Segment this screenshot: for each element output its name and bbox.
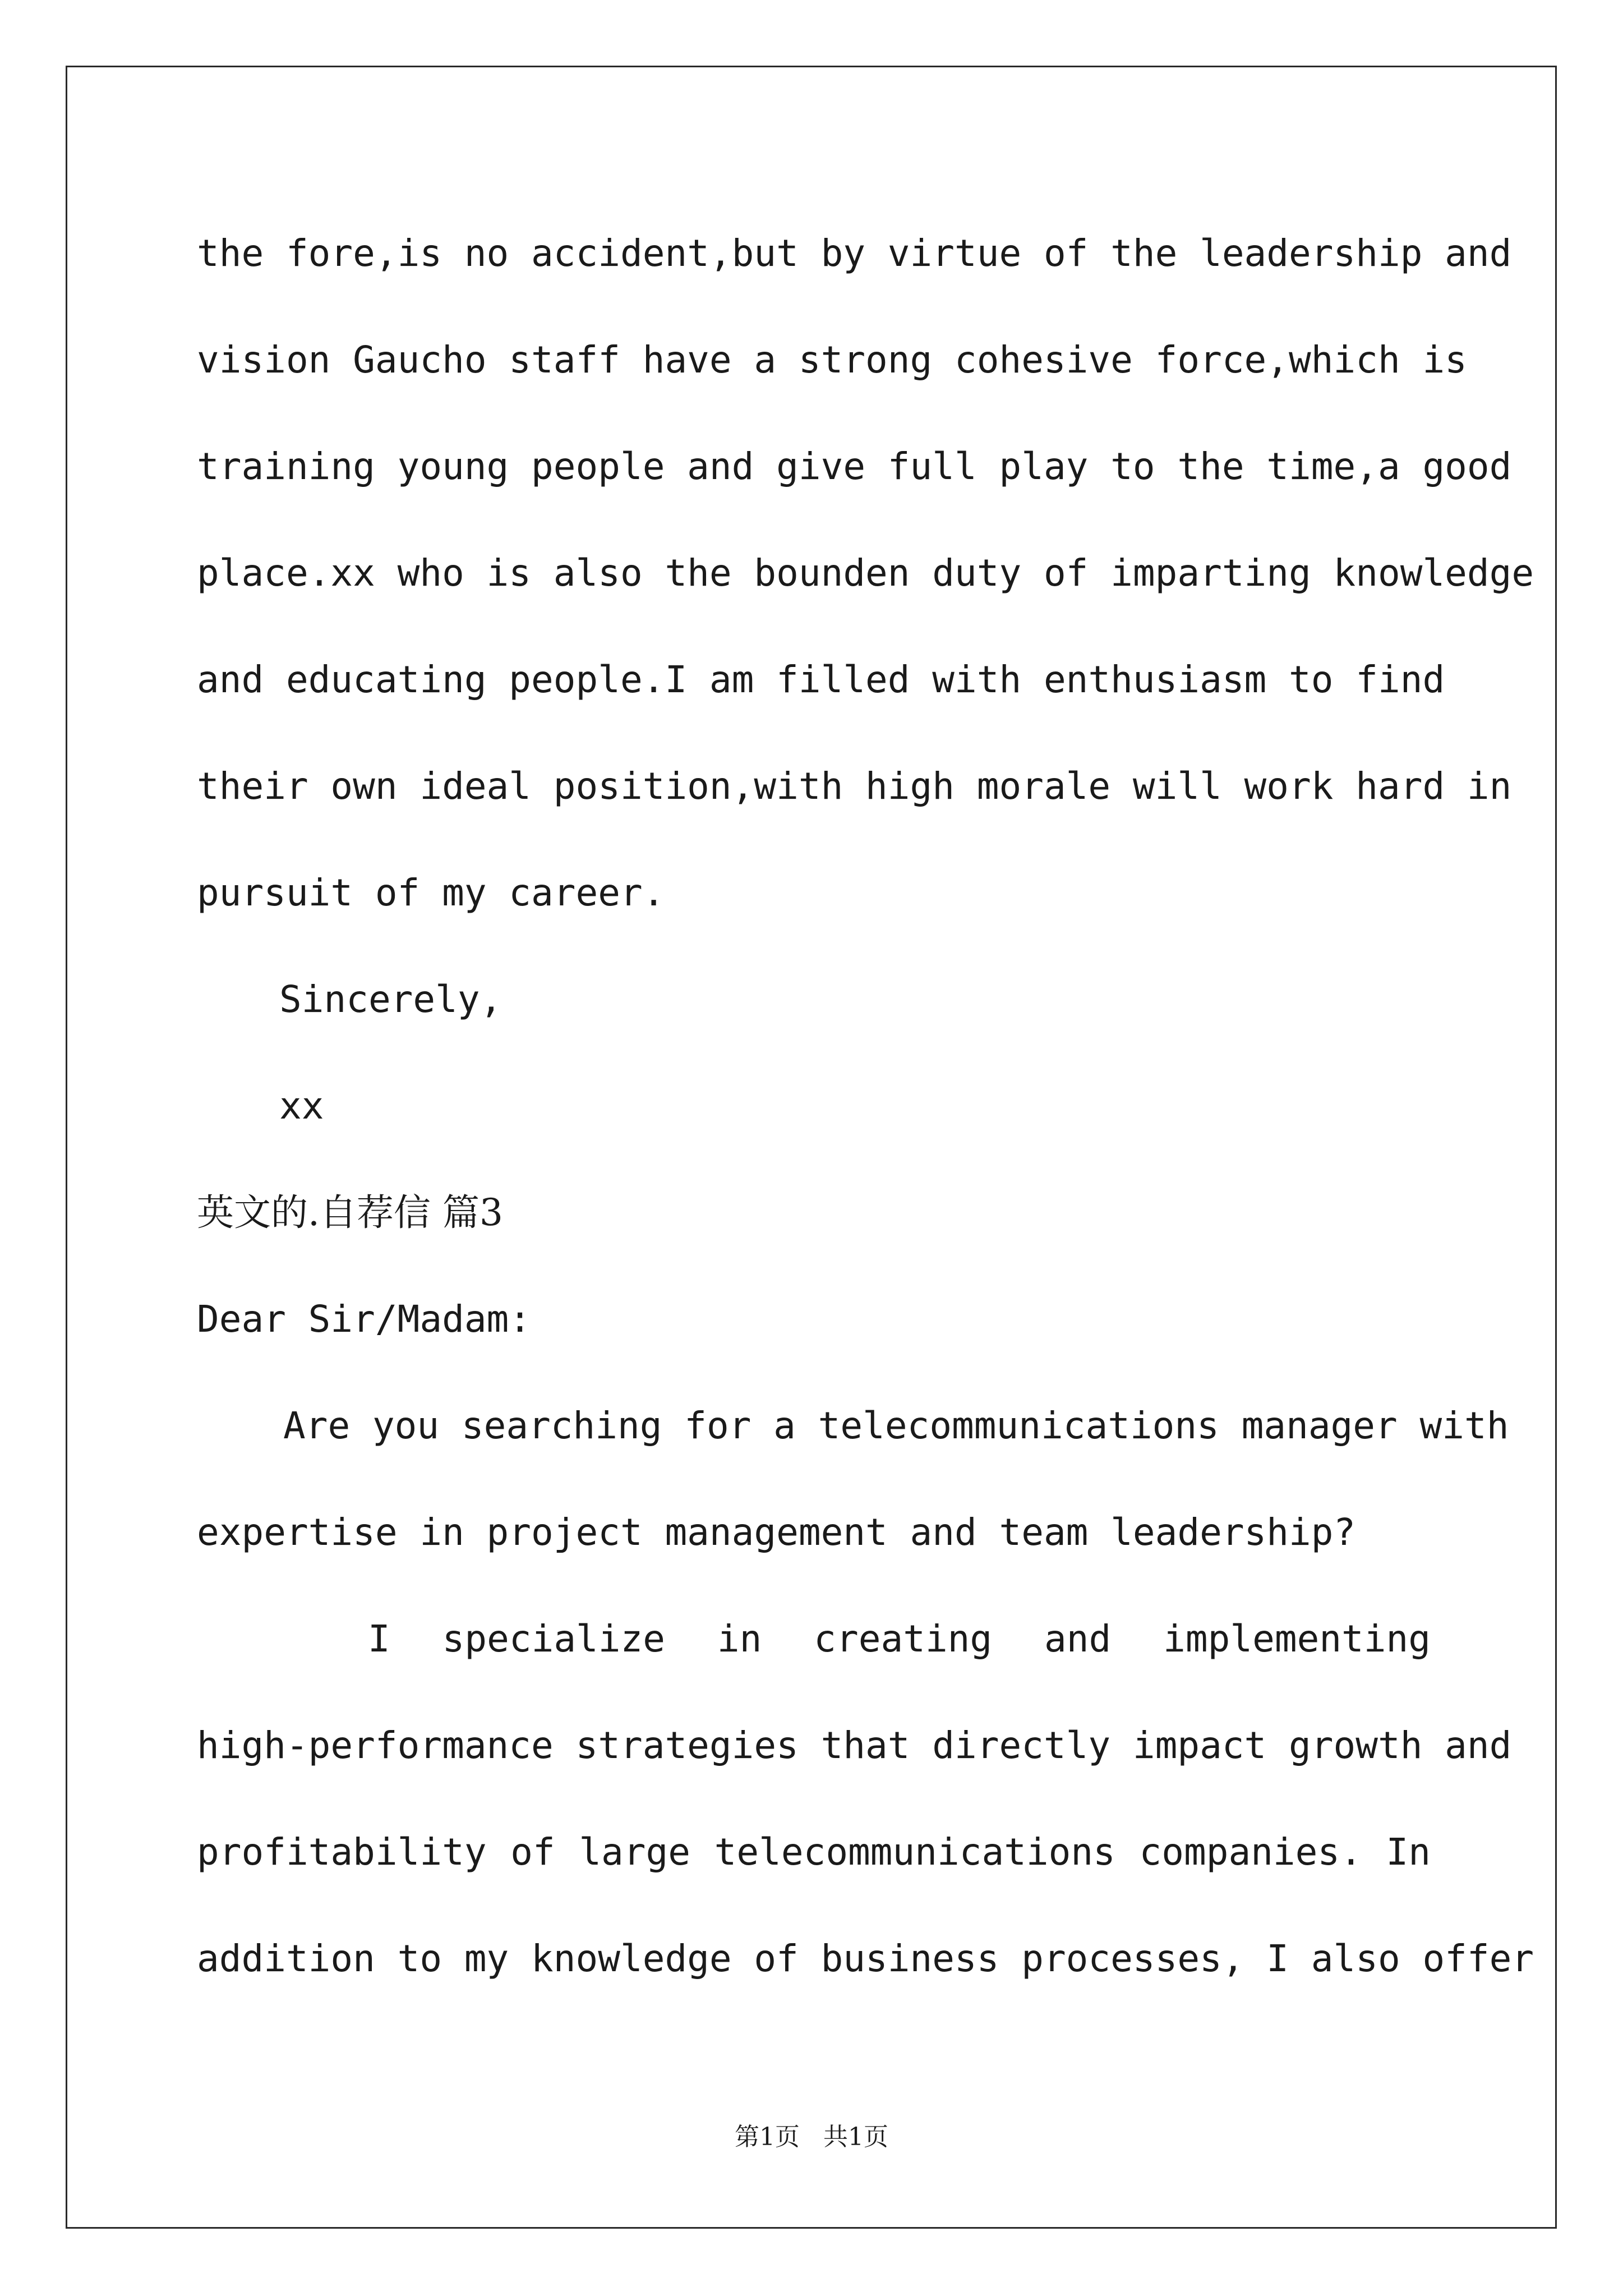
- closing: Sincerely,: [279, 978, 502, 1021]
- body2-line-6: addition to my knowledge of business processes, I also offer: [197, 1937, 1534, 1980]
- page-border: [66, 66, 1557, 2229]
- body2-line-1: Are you searching for a telecommunications manager with: [283, 1404, 1509, 1447]
- body-line-4: place.xx who is also the bounden duty of imparting knowledge: [197, 551, 1534, 595]
- salutation: Dear Sir/Madam:: [197, 1297, 532, 1341]
- body-line-1: the fore,is no accident,but by virtue of the leadership and: [197, 232, 1512, 275]
- page-footer: 第1页 共1页: [735, 2123, 888, 2151]
- body-line-7: pursuit of my career.: [197, 871, 665, 914]
- body2-line-4: high-performance strategies that directly impact growth and: [197, 1724, 1512, 1767]
- body2-line-2: expertise in project management and team leadership?: [197, 1511, 1356, 1554]
- signature: xx: [279, 1084, 324, 1128]
- body-line-5: and educating people.I am filled with enthusiasm to find: [197, 658, 1445, 701]
- body2-line-3: I specialize in creating and implementing: [368, 1617, 1431, 1660]
- body-line-3: training young people and give full play to the time,a good: [197, 445, 1512, 488]
- body2-line-5: profitability of large telecommunications companies. In: [197, 1830, 1431, 1874]
- body-line-2: vision Gaucho staff have a strong cohesive force,which is: [197, 338, 1467, 381]
- body-line-6: their own ideal position,with high morale will work hard in: [197, 765, 1512, 808]
- section-heading: 英文的.自荐信 篇3: [197, 1191, 503, 1234]
